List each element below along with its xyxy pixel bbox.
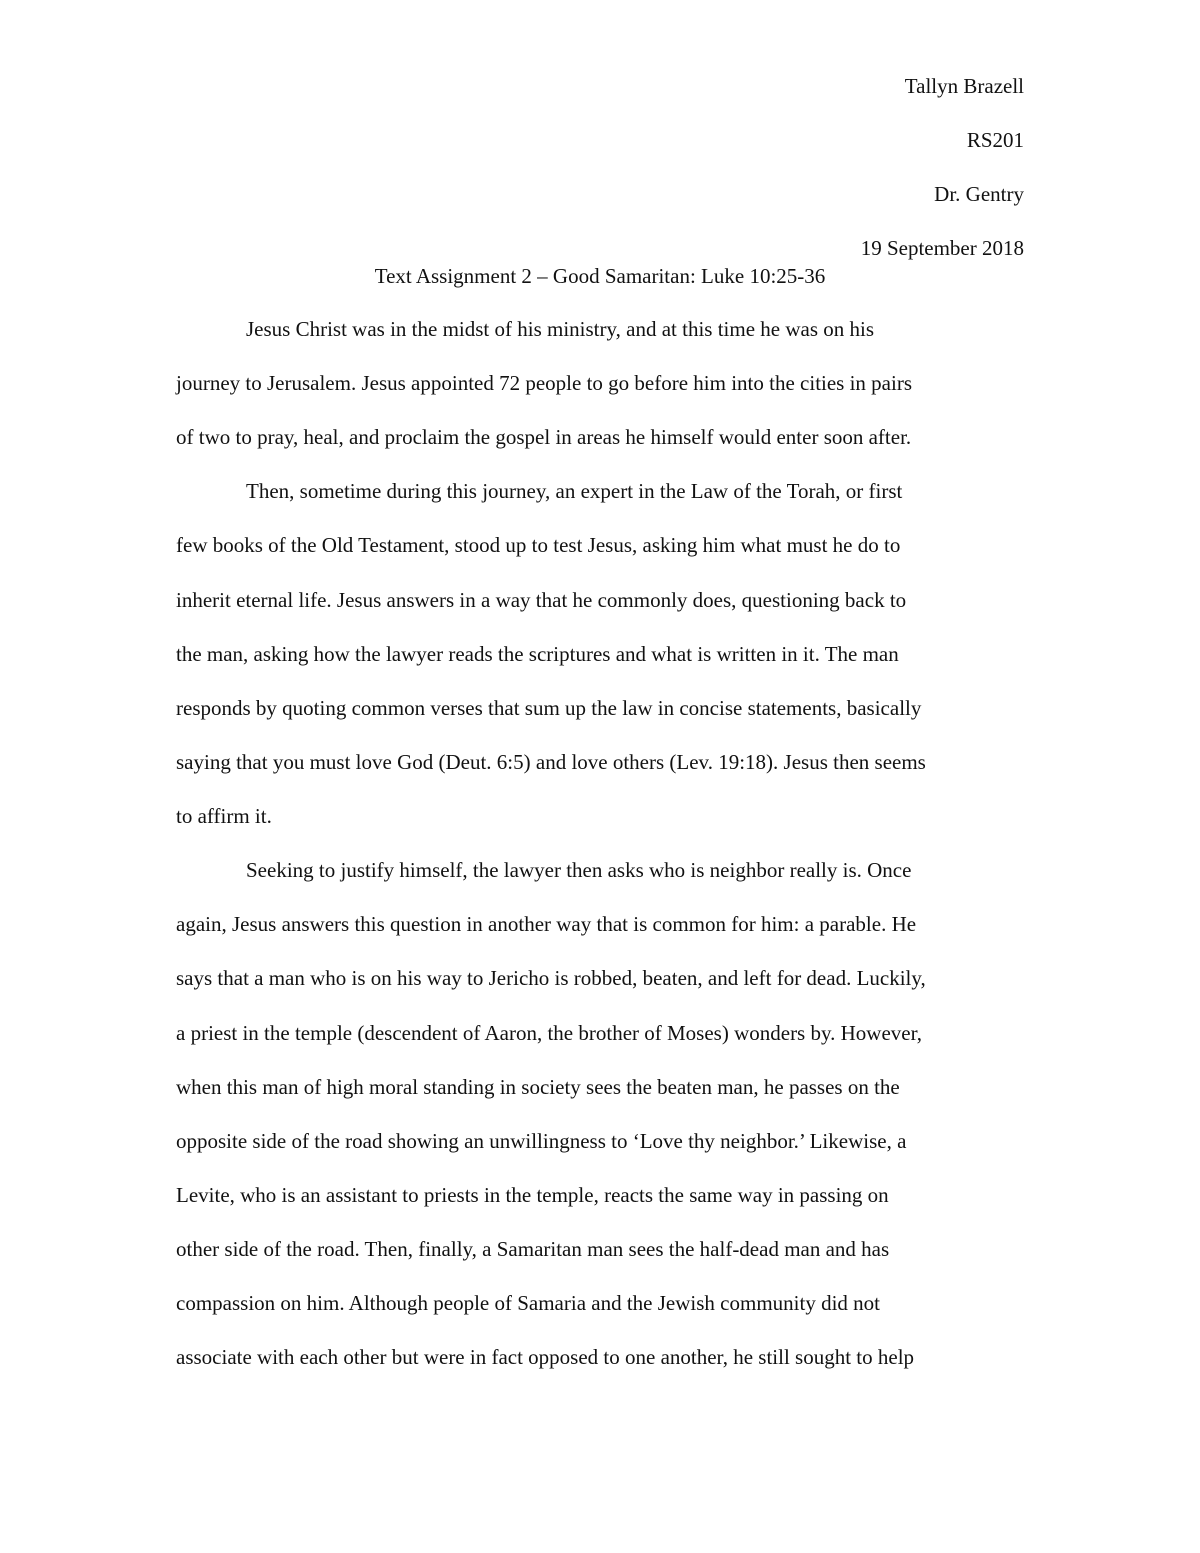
body-line: says that a man who is on his way to Jericho is robbed, beaten, and left for dead. Luckily, (176, 966, 926, 990)
body-line: compassion on him. Although people of Samaria and the Jewish community did not (176, 1291, 880, 1315)
body-line: of two to pray, heal, and proclaim the gospel in areas he himself would enter soon after. (176, 425, 912, 449)
course-code: RS201 (966, 128, 1024, 152)
body-line: few books of the Old Testament, stood up to test Jesus, asking him what must he do to (176, 533, 901, 557)
body-line: Then, sometime during this journey, an expert in the Law of the Torah, or first (246, 479, 903, 503)
body-line: responds by quoting common verses that sum up the law in concise statements, basically (176, 696, 922, 720)
author-name: Tallyn Brazell (904, 74, 1024, 98)
body-line: the man, asking how the lawyer reads the scriptures and what is written in it. The man (176, 642, 899, 666)
body-line: Jesus Christ was in the midst of his ministry, and at this time he was on his (246, 317, 875, 341)
submission-date: 19 September 2018 (860, 236, 1024, 260)
body-line: when this man of high moral standing in society sees the beaten man, he passes on the (176, 1075, 900, 1099)
body-line: journey to Jerusalem. Jesus appointed 72 people to go before him into the cities in pairs (176, 371, 913, 395)
body-line: other side of the road. Then, finally, a Samaritan man sees the half-dead man and has (176, 1237, 890, 1261)
body-line: opposite side of the road showing an unwillingness to ‘Love thy neighbor.’ Likewise, a (176, 1129, 907, 1153)
body-line: saying that you must love God (Deut. 6:5) and love others (Lev. 19:18). Jesus then seems (176, 750, 926, 774)
instructor-name: Dr. Gentry (934, 182, 1024, 206)
body-line: inherit eternal life. Jesus answers in a way that he commonly does, questioning back to (176, 588, 907, 612)
document-title: Text Assignment 2 – Good Samaritan: Luke 10:25-36 (374, 264, 826, 288)
body-line: Seeking to justify himself, the lawyer then asks who is neighbor really is. Once (246, 858, 912, 882)
body-line: a priest in the temple (descendent of Aaron, the brother of Moses) wonders by. However, (176, 1021, 922, 1045)
body-line: associate with each other but were in fact opposed to one another, he still sought to help (176, 1345, 915, 1369)
body-line: to affirm it. (176, 804, 272, 828)
body-line: again, Jesus answers this question in another way that is common for him: a parable. He (176, 912, 917, 936)
body-line: Levite, who is an assistant to priests in the temple, reacts the same way in passing on (176, 1183, 889, 1207)
